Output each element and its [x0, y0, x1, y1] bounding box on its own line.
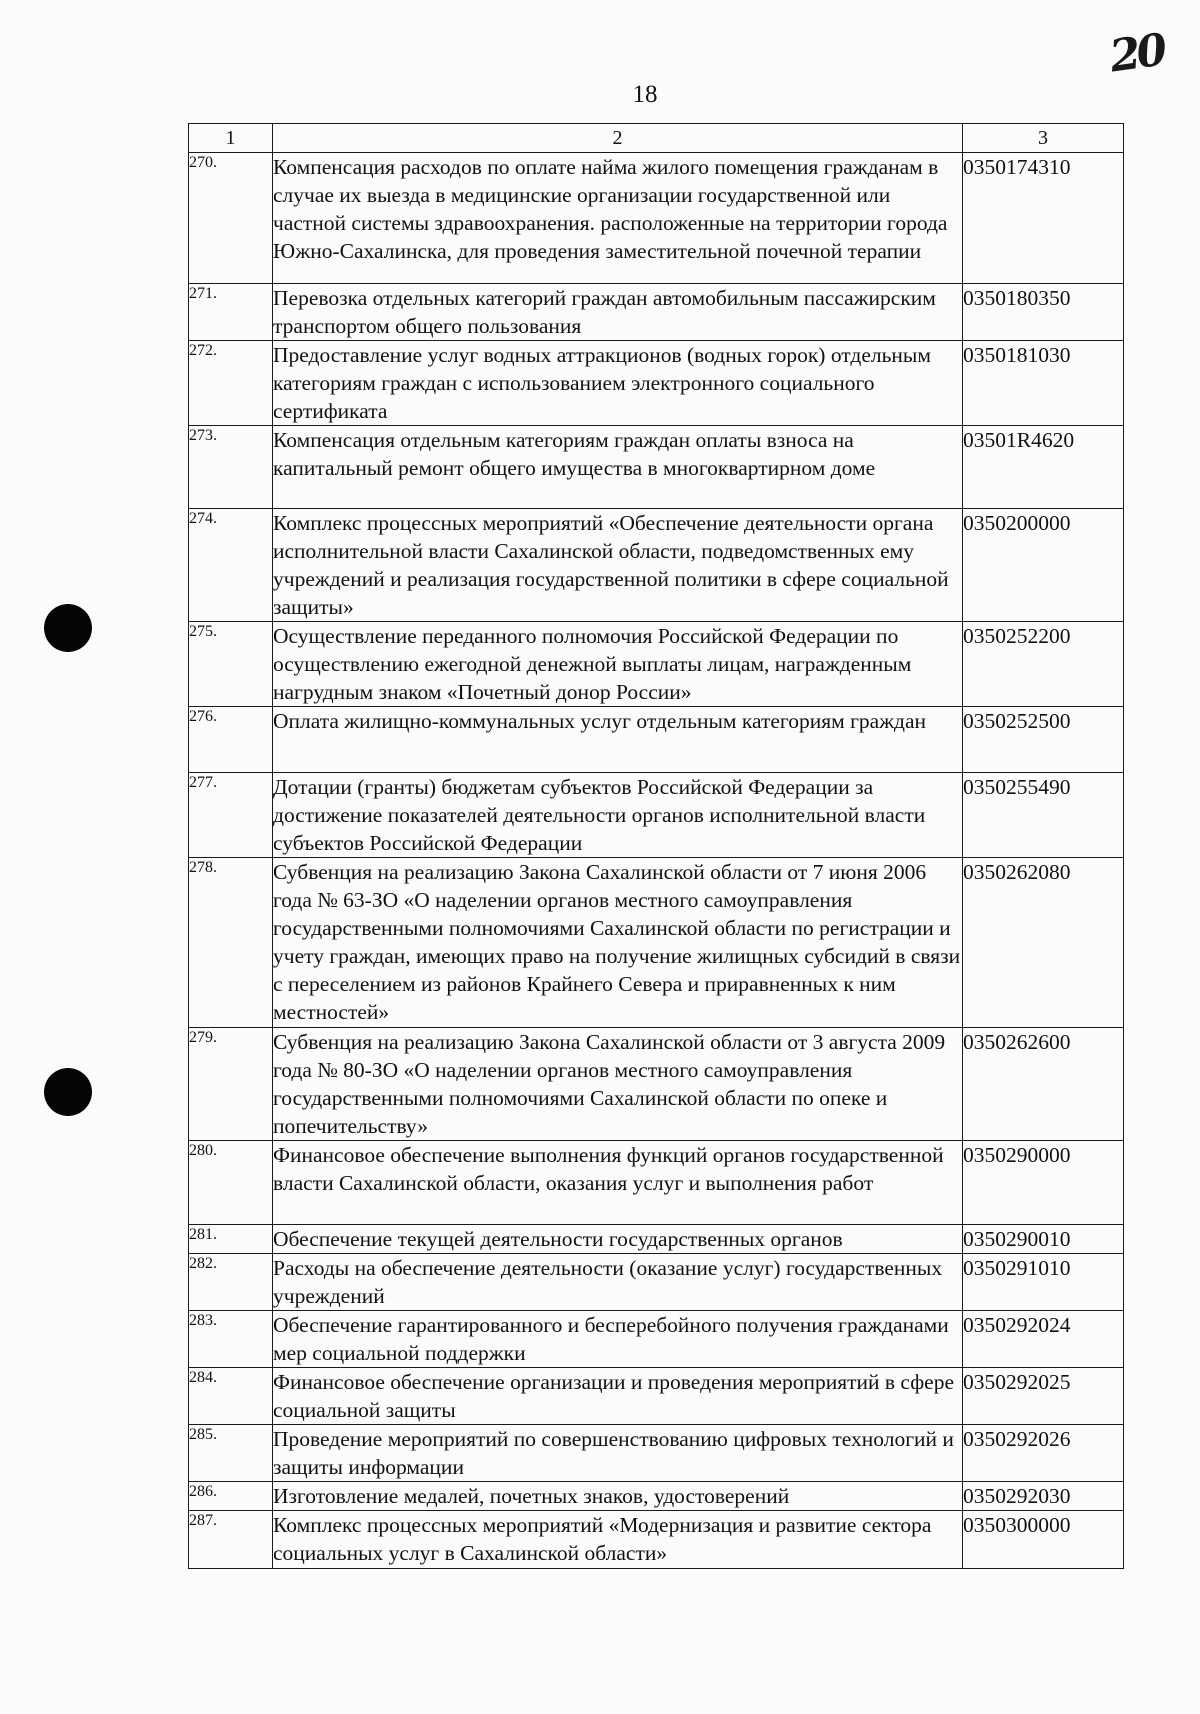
row-number: 281. — [189, 1225, 273, 1254]
row-number: 284. — [189, 1368, 273, 1425]
row-code: 0350200000 — [963, 509, 1124, 622]
table-row — [189, 509, 1124, 622]
table-row — [189, 773, 1124, 858]
column-header-2: 2 — [273, 124, 963, 153]
row-description: Финансовое обеспечение организации и проведения мероприятий в сфере социальной защиты — [273, 1368, 963, 1425]
row-description: Дотации (гранты) бюджетам субъектов Российской Федерации за достижение показателей деятельности органов исполнительной власти субъектов Российской Федерации — [273, 773, 963, 858]
table-row — [189, 707, 1124, 773]
row-description: Компенсация отдельным категориям граждан оплаты взноса на капитальный ремонт общего имущества в многоквартирном доме — [273, 426, 963, 509]
table-header-row — [189, 124, 1124, 153]
row-code: 0350252500 — [963, 707, 1124, 773]
table-row — [189, 284, 1124, 341]
table-row — [189, 341, 1124, 426]
punch-hole-top — [44, 604, 92, 652]
row-description: Обеспечение гарантированного и бесперебойного получения гражданами мер социальной поддержки — [273, 1311, 963, 1368]
row-description: Компенсация расходов по оплате найма жилого помещения гражданам в случае их выезда в медицинские организации государственной или частной системы здравоохранения. расположенные на территории города Южно-Сахалинска, для проведения заместительной почечной терапии — [273, 153, 963, 284]
row-description: Субвенция на реализацию Закона Сахалинской области от 3 августа 2009 года № 80-ЗО «О наделении органов местного самоуправления государственными полномочиями Сахалинской области по опеке и попечительству» — [273, 1028, 963, 1141]
row-description: Финансовое обеспечение выполнения функций органов государственной власти Сахалинской области, оказания услуг и выполнения работ — [273, 1141, 963, 1225]
table-body — [189, 153, 1124, 1569]
table-row — [189, 1141, 1124, 1225]
row-code: 0350252200 — [963, 622, 1124, 707]
row-description: Комплекс процессных мероприятий «Обеспечение деятельности органа исполнительной власти Сахалинской области, подведомственных ему учреждений и реализация государственной политики в сфере социальной защиты» — [273, 509, 963, 622]
row-description: Изготовление медалей, почетных знаков, удостоверений — [273, 1482, 963, 1511]
table-row — [189, 1368, 1124, 1425]
row-number: 286. — [189, 1482, 273, 1511]
budget-classification-table — [188, 123, 1124, 1569]
punch-hole-bottom — [44, 1068, 92, 1116]
row-number: 278. — [189, 858, 273, 1028]
row-code: 0350292026 — [963, 1425, 1124, 1482]
row-code: 0350262600 — [963, 1028, 1124, 1141]
row-code: 0350292025 — [963, 1368, 1124, 1425]
row-code: 0350255490 — [963, 773, 1124, 858]
table-row — [189, 1225, 1124, 1254]
row-code: 0350300000 — [963, 1511, 1124, 1569]
row-description: Оплата жилищно-коммунальных услуг отдельным категориям граждан — [273, 707, 963, 773]
row-number: 274. — [189, 509, 273, 622]
row-code: 0350292030 — [963, 1482, 1124, 1511]
row-number: 280. — [189, 1141, 273, 1225]
row-description: Субвенция на реализацию Закона Сахалинской области от 7 июня 2006 года № 63-ЗО «О наделении органов местного самоуправления государственными полномочиями Сахалинской области по регистрации и учету граждан, имеющих право на получение жилищных субсидий в связи с переселением из районов Крайнего Севера и приравненных к ним местностей» — [273, 858, 963, 1028]
row-code: 0350292024 — [963, 1311, 1124, 1368]
row-description: Предоставление услуг водных аттракционов (водных горок) отдельным категориям граждан с использованием электронного социального сертификата — [273, 341, 963, 426]
table-row — [189, 1482, 1124, 1511]
row-number: 270. — [189, 153, 273, 284]
column-header-1: 1 — [189, 124, 273, 153]
row-code: 0350290000 — [963, 1141, 1124, 1225]
row-code: 0350174310 — [963, 153, 1124, 284]
row-code: 0350180350 — [963, 284, 1124, 341]
row-number: 275. — [189, 622, 273, 707]
row-code: 0350290010 — [963, 1225, 1124, 1254]
row-description: Проведение мероприятий по совершенствованию цифровых технологий и защиты информации — [273, 1425, 963, 1482]
row-description: Расходы на обеспечение деятельности (оказание услуг) государственных учреждений — [273, 1254, 963, 1311]
row-number: 283. — [189, 1311, 273, 1368]
row-description: Перевозка отдельных категорий граждан автомобильным пассажирским транспортом общего пользования — [273, 284, 963, 341]
row-number: 277. — [189, 773, 273, 858]
page-number: 18 — [632, 81, 658, 108]
handwritten-sheet-number: 20 — [1106, 24, 1167, 83]
table-row — [189, 153, 1124, 284]
table-row — [189, 1311, 1124, 1368]
row-number: 279. — [189, 1028, 273, 1141]
row-number: 285. — [189, 1425, 273, 1482]
row-number: 282. — [189, 1254, 273, 1311]
column-header-3: 3 — [963, 124, 1124, 153]
table-row — [189, 1028, 1124, 1141]
table-row — [189, 1511, 1124, 1569]
row-number: 272. — [189, 341, 273, 426]
table-row — [189, 622, 1124, 707]
row-code: 0350181030 — [963, 341, 1124, 426]
row-code: 0350262080 — [963, 858, 1124, 1028]
row-number: 271. — [189, 284, 273, 341]
table-row — [189, 858, 1124, 1028]
table-row — [189, 1425, 1124, 1482]
row-number: 273. — [189, 426, 273, 509]
table-row — [189, 426, 1124, 509]
table-row — [189, 1254, 1124, 1311]
row-description: Комплекс процессных мероприятий «Модернизация и развитие сектора социальных услуг в Сахалинской области» — [273, 1511, 963, 1569]
row-description: Осуществление переданного полномочия Российской Федерации по осуществлению ежегодной денежной выплаты лицам, награжденным нагрудным знаком «Почетный донор России» — [273, 622, 963, 707]
row-description: Обеспечение текущей деятельности государственных органов — [273, 1225, 963, 1254]
row-code: 0350291010 — [963, 1254, 1124, 1311]
row-number: 276. — [189, 707, 273, 773]
row-code: 03501R4620 — [963, 426, 1124, 509]
row-number: 287. — [189, 1511, 273, 1569]
